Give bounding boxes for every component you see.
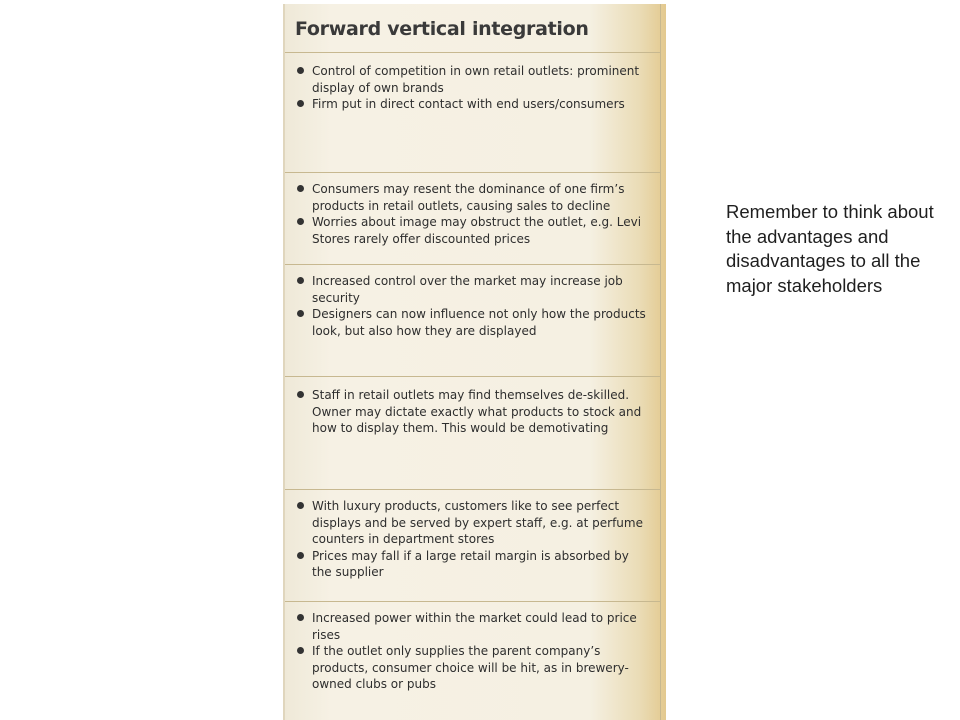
bullet-list — [285, 387, 660, 437]
scanned-table-image — [283, 4, 666, 720]
bullet-dot-icon — [297, 277, 304, 284]
bullet-dot-icon — [297, 67, 304, 74]
bullet-item — [285, 181, 660, 214]
stakeholder-reminder-note: Remember to think about the advantages and disadvantages to all the major stakeholders — [726, 201, 934, 296]
bullet-list — [285, 181, 660, 247]
bullet-list — [285, 63, 660, 113]
bullet-item — [285, 96, 660, 113]
bullet-dot-icon — [297, 310, 304, 317]
bullet-dot-icon — [297, 100, 304, 107]
table-section — [285, 52, 660, 172]
bullet-item — [285, 273, 660, 306]
bullet-text: If the outlet only supplies the parent company’s products, consumer choice will be hit, as in brewery-owned clubs or pubs — [312, 644, 629, 691]
bullet-item — [285, 387, 660, 437]
bullet-text: Increased control over the market may increase job security — [312, 274, 623, 305]
bullet-item — [285, 610, 660, 643]
table-section — [285, 264, 660, 376]
bullet-list — [285, 610, 660, 693]
bullet-text: Consumers may resent the dominance of one firm’s products in retail outlets, causing sales to decline — [312, 182, 625, 213]
bullet-dot-icon — [297, 185, 304, 192]
bullet-text: Prices may fall if a large retail margin is absorbed by the supplier — [312, 548, 629, 579]
bullet-text: With luxury products, customers like to see perfect displays and be served by expert staff, e.g. at perfume counters in department stores — [312, 499, 643, 546]
bullet-item — [285, 498, 660, 548]
bullet-item — [285, 643, 660, 693]
bullet-item — [285, 306, 660, 339]
bullet-dot-icon — [297, 391, 304, 398]
bullet-dot-icon — [297, 614, 304, 621]
bullet-text: Staff in retail outlets may find themselves de-skilled. Owner may dictate exactly what products to stock and how to display them. This would be demotivating — [312, 388, 642, 435]
table-section — [285, 489, 660, 601]
table-section — [285, 601, 660, 720]
bullet-item — [285, 548, 660, 581]
bullet-text: Designers can now influence not only how the products look, but also how they are displayed — [312, 307, 646, 338]
table-title: Forward vertical integration — [295, 18, 589, 40]
bullet-text: Worries about image may obstruct the outlet, e.g. Levi Stores rarely offer discounted prices — [312, 215, 642, 246]
table-panel — [285, 4, 661, 720]
bullet-item — [285, 214, 660, 247]
table-section — [285, 172, 660, 264]
bullet-list — [285, 273, 660, 339]
bullet-text: Control of competition in own retail outlets: prominent display of own brands — [312, 64, 640, 95]
bullet-list — [285, 498, 660, 581]
table-section — [285, 376, 660, 489]
bullet-dot-icon — [297, 502, 304, 509]
bullet-dot-icon — [297, 552, 304, 559]
bullet-dot-icon — [297, 647, 304, 654]
bullet-dot-icon — [297, 218, 304, 225]
bullet-text: Increased power within the market could lead to price rises — [312, 611, 637, 642]
bullet-text: Firm put in direct contact with end users/consumers — [312, 97, 625, 111]
bullet-item — [285, 63, 660, 96]
